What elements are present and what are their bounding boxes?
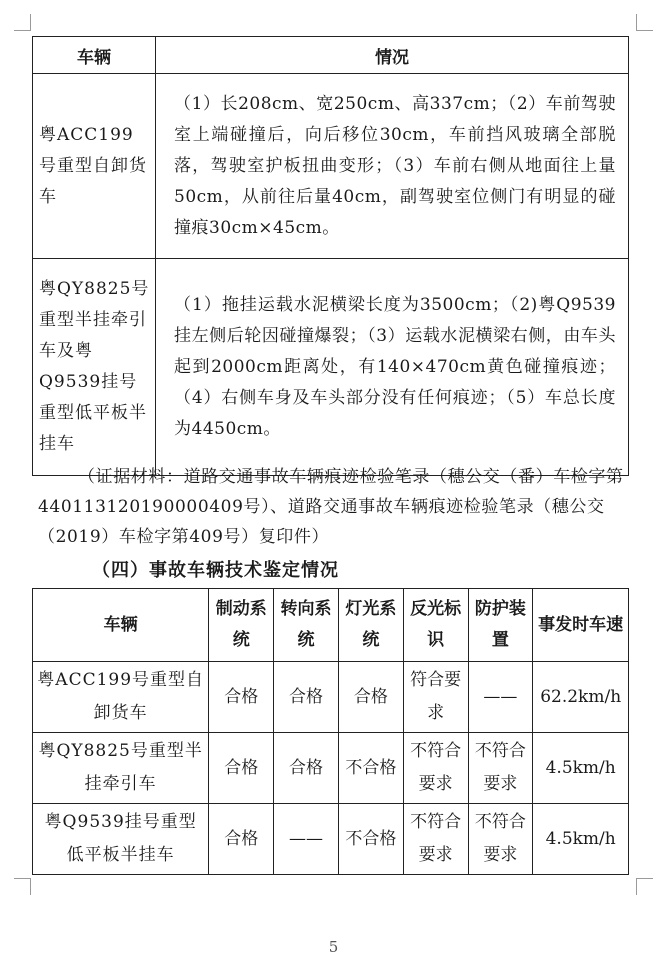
steering-cell: 合格 <box>274 662 339 733</box>
steering-cell: 合格 <box>274 733 339 804</box>
protection-cell: —— <box>468 662 533 733</box>
reflective-cell: 符合要求 <box>403 662 468 733</box>
table-row <box>33 74 629 259</box>
header-vehicle: 车辆 <box>33 589 209 662</box>
header-brake-system: 制动系统 <box>209 589 274 662</box>
vehicle-damage-table <box>32 36 629 476</box>
lights-cell: 不合格 <box>338 733 403 804</box>
brake-cell: 合格 <box>209 662 274 733</box>
situation-cell: （1）拖挂运载水泥横梁长度为3500cm；（2)粤Q9539挂左侧后轮因碰撞爆裂；（3）运载水泥横梁右侧，由车头起到2000cm距离处，有140×470cm黄色碰撞痕迹；（4）右侧车身及车头部分没有任何痕迹；（5）车总长度为4450cm。 <box>156 259 629 476</box>
evidence-note: （证据材料：道路交通事故车辆痕迹检验笔录（穗公交（番）车检字第440113120190000409号）、道路交通事故车辆痕迹检验笔录（穗公交（2019）车检字第409号）复印件） <box>38 467 624 547</box>
steering-cell: —— <box>274 804 339 875</box>
table-header-row <box>33 37 629 74</box>
crop-mark-top-right <box>636 14 653 31</box>
technical-inspection-table <box>32 588 629 875</box>
header-reflective-marking: 反光标识 <box>403 589 468 662</box>
header-speed: 事发时车速 <box>533 589 629 662</box>
header-protection-device: 防护装置 <box>468 589 533 662</box>
header-light-system: 灯光系统 <box>338 589 403 662</box>
brake-cell: 合格 <box>209 804 274 875</box>
reflective-cell: 不符合要求 <box>403 804 468 875</box>
vehicle-cell: 粤ACC199号重型自卸货车 <box>33 74 156 259</box>
table-row <box>33 259 629 476</box>
speed-cell: 4.5km/h <box>533 804 629 875</box>
vehicle-cell: 粤Q9539挂号重型低平板半挂车 <box>33 804 209 875</box>
lights-cell: 合格 <box>338 662 403 733</box>
table-row <box>33 733 629 804</box>
vehicle-cell: 粤QY8825号重型半挂牵引车 <box>33 733 209 804</box>
speed-cell: 4.5km/h <box>533 733 629 804</box>
crop-mark-top-left <box>14 14 31 31</box>
section-title: （四）事故车辆技术鉴定情况 <box>92 560 339 581</box>
vehicle-cell: 粤ACC199号重型自卸货车 <box>33 662 209 733</box>
brake-cell: 合格 <box>209 733 274 804</box>
protection-cell: 不符合要求 <box>468 804 533 875</box>
header-vehicle: 车辆 <box>33 37 156 74</box>
lights-cell: 不合格 <box>338 804 403 875</box>
speed-cell: 62.2km/h <box>533 662 629 733</box>
header-situation: 情况 <box>156 37 629 74</box>
header-steering-system: 转向系统 <box>274 589 339 662</box>
reflective-cell: 不符合要求 <box>403 733 468 804</box>
vehicle-cell: 粤QY8825号重型半挂牵引车及粤Q9539挂号重型低平板半挂车 <box>33 259 156 476</box>
crop-mark-bottom-right <box>636 878 653 895</box>
table-row <box>33 804 629 875</box>
table-header-row <box>33 589 629 662</box>
protection-cell: 不符合要求 <box>468 733 533 804</box>
table-row <box>33 662 629 733</box>
crop-mark-bottom-left <box>14 878 31 895</box>
page-number: 5 <box>328 938 339 956</box>
situation-cell: （1）长208cm、宽250cm、高337cm；（2）车前驾驶室上端碰撞后，向后移位30cm，车前挡风玻璃全部脱落，驾驶室护板扭曲变形；（3）车前右侧从地面往上量50cm，从前往后量40cm，副驾驶室位侧门有明显的碰撞痕30cm×45cm。 <box>156 74 629 259</box>
